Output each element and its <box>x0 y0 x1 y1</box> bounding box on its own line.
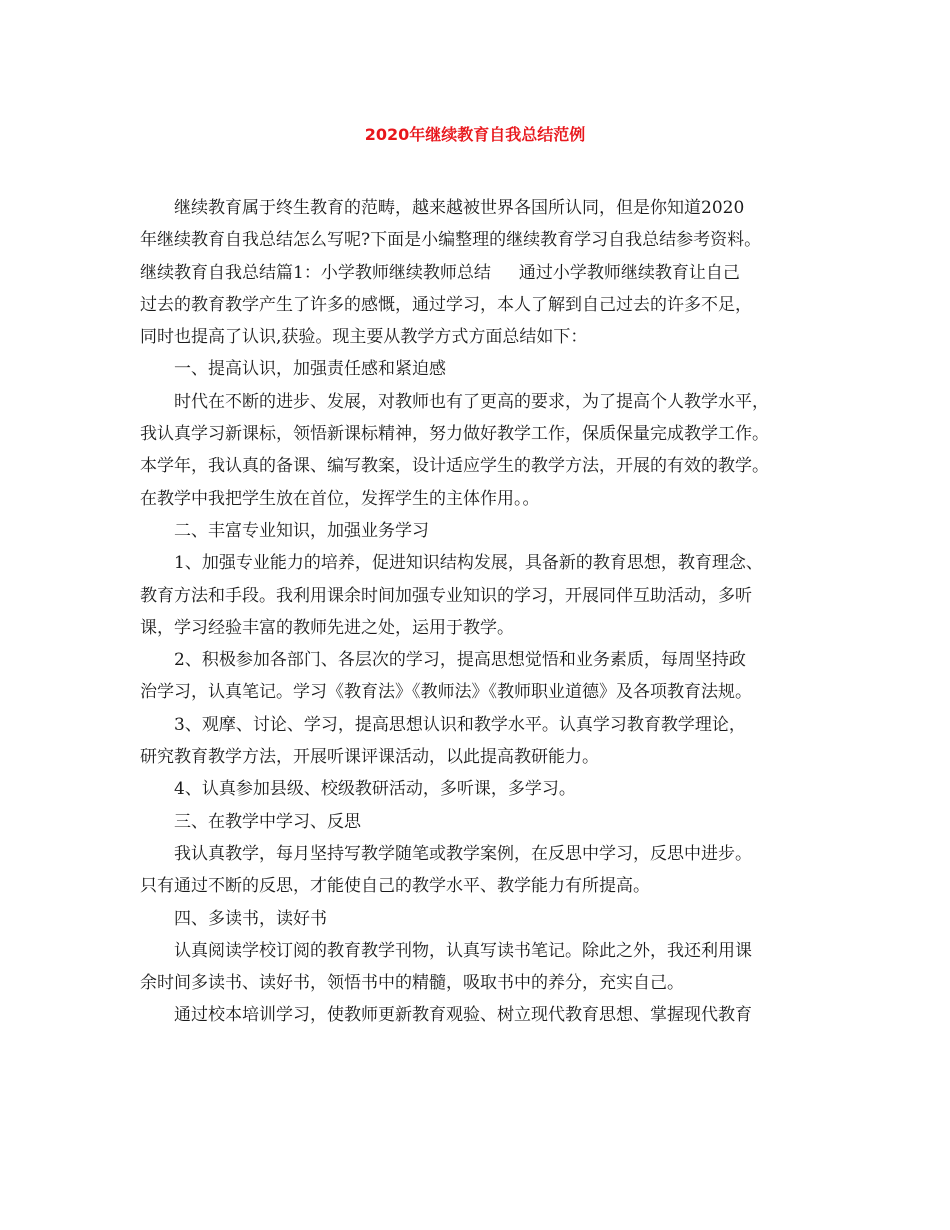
body-line: 治学习，认真笔记。学习《教育法》《教师法》《教师职业道德》及各项教育法规。 <box>140 682 752 703</box>
body-line: 通过校本培训学习，使教师更新教育观验、树立现代教育思想、掌握现代教育 <box>174 1005 752 1026</box>
section-heading: 三、在教学中学习、反思 <box>174 811 361 832</box>
body-line: 本学年，我认真的备课、编写教案，设计适应学生的教学方法，开展的有效的教学。 <box>140 456 769 477</box>
body-line: 教育方法和手段。我利用课余时间加强专业知识的学习，开展同伴互助活动，多听 <box>140 585 752 606</box>
document-body <box>140 192 830 1032</box>
section-heading: 一、提高认识，加强责任感和紧迫感 <box>174 359 446 380</box>
body-line: 时代在不断的进步、发展，对教师也有了更高的要求，为了提高个人教学水平， <box>174 391 769 412</box>
body-line: 过去的教育教学产生了许多的感慨，通过学习，本人了解到自己过去的许多不足， <box>140 294 752 315</box>
body-line: 4、认真参加县级、校级教研活动，多听课，多学习。 <box>174 779 576 800</box>
body-line: 余时间多读书、读好书，领悟书中的精髓，吸取书中的养分，充实自己。 <box>140 973 684 994</box>
body-line: 只有通过不断的反思，才能使自己的教学水平、教学能力有所提高。 <box>140 876 650 897</box>
body-line: 认真阅读学校订阅的教育教学刊物，认真写读书笔记。除此之外，我还利用课 <box>174 940 752 961</box>
section-heading-inline: 继续教育自我总结篇1：小学教师继续教师总结 <box>140 262 491 283</box>
body-line: 我认真学习新课标，领悟新课标精神，努力做好教学工作，保质保量完成教学工作。 <box>140 424 769 445</box>
body-line: 研究教育教学方法，开展听课评课活动，以此提高教研能力。 <box>140 747 599 768</box>
section-heading: 四、多读书，读好书 <box>174 908 327 929</box>
body-line-with-gap <box>140 257 830 289</box>
body-line: 继续教育属于终生教育的范畴，越来越被世界各国所认同，但是你知道2020 <box>174 198 745 218</box>
document-title: 2020年继续教育自我总结范例 <box>364 125 586 144</box>
body-line: 课，学习经验丰富的教师先进之处，运用于教学。 <box>140 617 514 638</box>
body-line-inline: 通过小学教师继续教育让自己 <box>518 262 740 283</box>
body-line: 3、观摩、讨论、学习，提高思想认识和教学水平。认真学习教育教学理论， <box>174 714 746 735</box>
section-heading: 二、丰富专业知识，加强业务学习 <box>174 520 429 541</box>
body-line: 2、积极参加各部门、各层次的学习，提高思想觉悟和业务素质，每周坚持政 <box>174 650 746 671</box>
body-line: 1、加强专业能力的培养，促进知识结构发展，具备新的教育思想，教育理念、 <box>174 553 763 574</box>
body-line: 我认真教学，每月坚持写教学随笔或教学案例，在反思中学习，反思中进步。 <box>174 843 752 864</box>
body-line: 在教学中我把学生放在首位，发挥学生的主体作用。。 <box>140 488 540 509</box>
body-line: 年继续教育自我总结怎么写呢?下面是小编整理的继续教育学习自我总结参考资料。 <box>140 230 762 251</box>
body-line: 同时也提高了认识,获验。现主要从教学方式方面总结如下： <box>140 327 588 348</box>
